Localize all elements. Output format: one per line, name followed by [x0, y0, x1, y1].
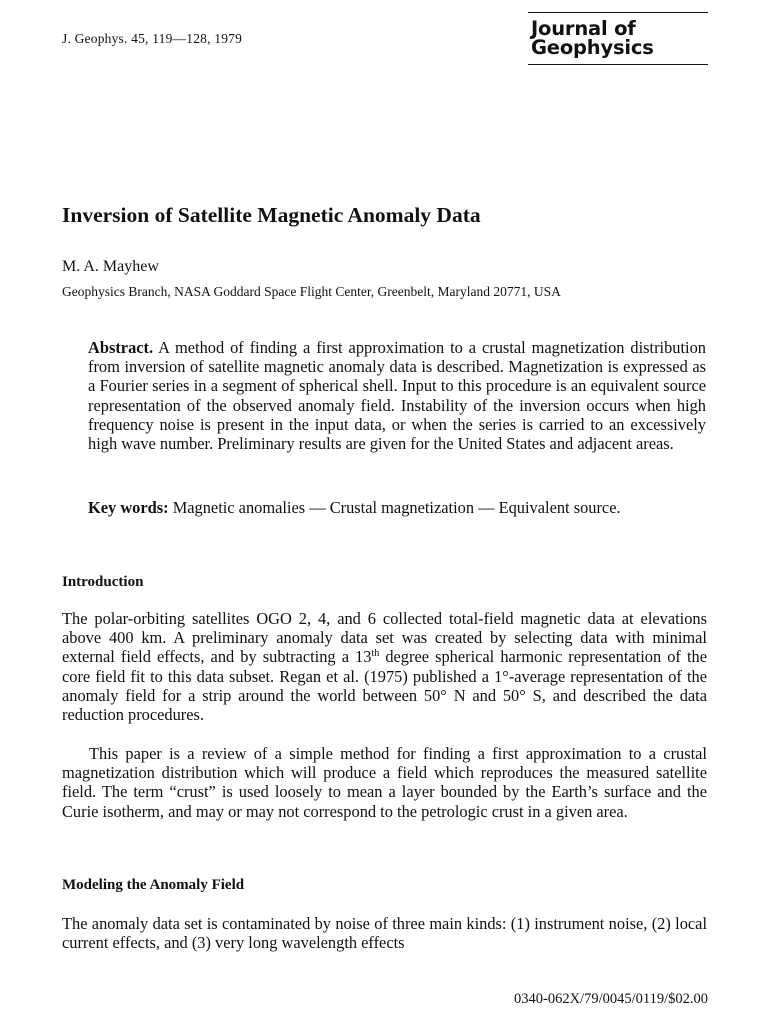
journal-name: [528, 13, 708, 64]
modeling-paragraph-1: The anomaly data set is contaminated by noise of three main kinds: (1) instrument noise, (2) local current effects, and (3) very long wavelength effects: [62, 914, 707, 953]
logo-bottom-rule: [528, 64, 708, 65]
intro-p1-part-b: degree spherical harmonic representation of the core field fit to this data subset. Regan et al. (1975) published a 1°-average representation of the anomaly field for a strip around the world between 50° N and 50° S, and described the data reduction procedures.: [62, 647, 707, 725]
author-affiliation: Geophysics Branch, NASA Goddard Space Flight Center, Greenbelt, Maryland 20771, USA: [62, 284, 561, 299]
article-title: Inversion of Satellite Magnetic Anomaly Data: [62, 203, 481, 227]
abstract-text: A method of finding a first approximation to a crustal magnetization distribution from inversion of satellite magnetic anomaly data is described. Magnetization is expressed as a Fourier series in a segment of spherical shell. Input to this procedure is an equivalent source representation of the observed anomaly field. Instability of the inversion occurs when high frequency noise is present in the input data, or when the series is carried to an excessively high wave number. Preliminary results are given for the United States and adjacent areas.: [88, 338, 706, 454]
keywords-label: Key words:: [88, 498, 169, 517]
intro-p1-part-a: The polar-orbiting satellites OGO 2, 4, and 6 collected total-field magnetic data at elevations above 400 km. A preliminary anomaly data set was created by selecting data with minimal external field effects, and by subtracting a 13: [62, 609, 707, 667]
section-heading-introduction: Introduction: [62, 574, 144, 590]
intro-paragraph-1: [62, 609, 707, 724]
author-name: M. A. Mayhew: [62, 258, 159, 275]
article-code: 0340-062X/79/0045/0119/$02.00: [513, 991, 708, 1007]
journal-citation: J. Geophys. 45, 119—128, 1979: [62, 31, 243, 46]
keywords-text: Magnetic anomalies — Crustal magnetization — Equivalent source.: [172, 498, 621, 517]
journal-name-line2: Geophysics: [531, 36, 654, 59]
keywords: [88, 498, 706, 517]
section-heading-modeling: Modeling the Anomaly Field: [62, 877, 245, 893]
intro-paragraph-2: This paper is a review of a simple method for finding a first approximation to a crustal magnetization distribution which will produce a field which reproduces the measured satellite field. The term “crust” is used loosely to mean a layer bounded by the Earth’s surface and the Curie isotherm, and may or may not correspond to the petrologic crust in a given area.: [62, 744, 707, 821]
abstract-label: Abstract.: [88, 338, 154, 357]
abstract: [88, 338, 706, 453]
journal-name-line1: Journal of: [531, 17, 636, 40]
journal-logo: [528, 12, 708, 65]
intro-p1-superscript: th: [371, 648, 380, 660]
